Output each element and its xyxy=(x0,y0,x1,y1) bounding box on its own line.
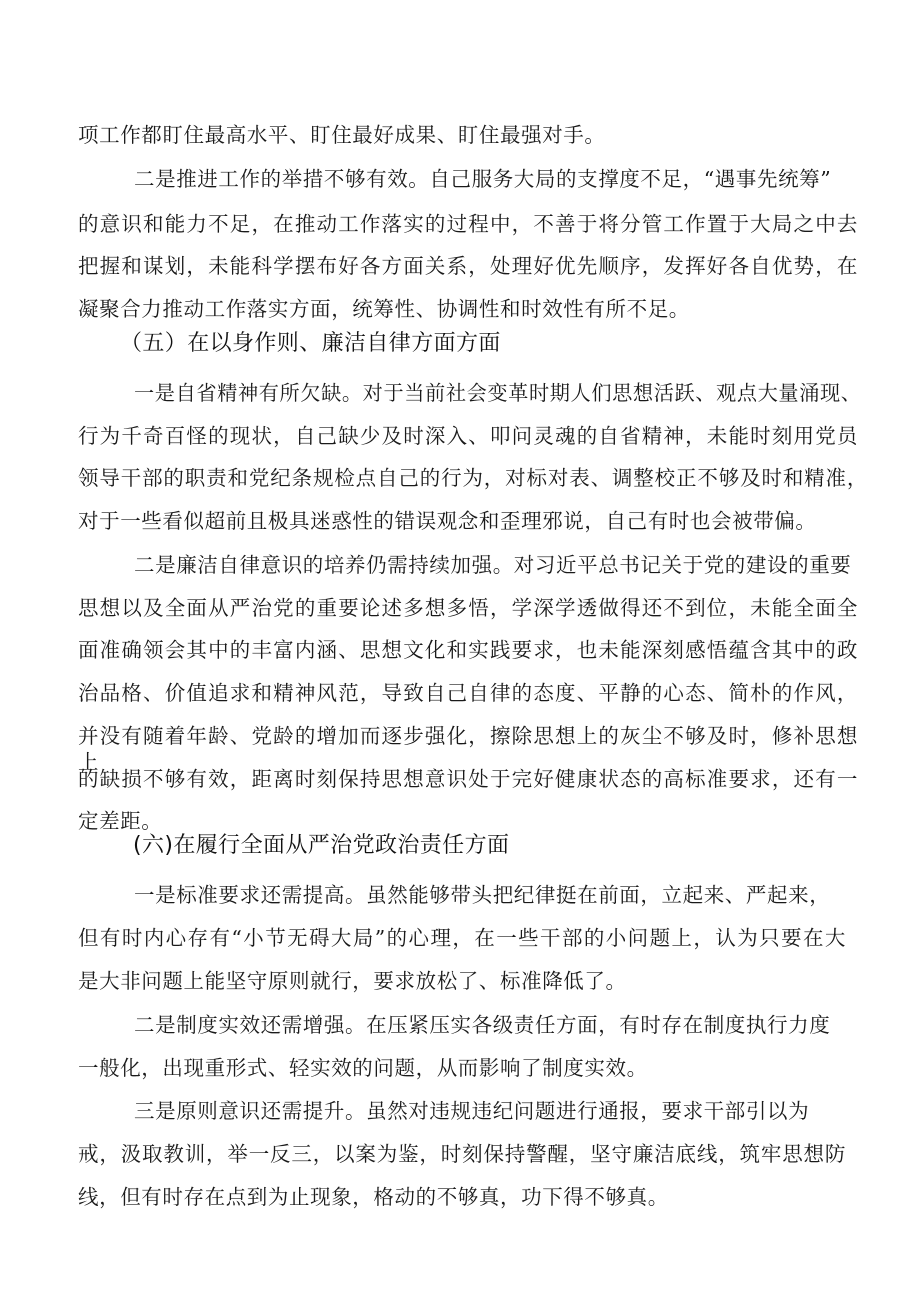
body-line: 线，但有时存在点到为止现象，格动的不够真，功下得不够真。 xyxy=(78,1185,669,1209)
paragraph-first-line: 一是标准要求还需提高。虽然能够带头把纪律挺在前面，立起来、严起来， xyxy=(134,883,831,907)
body-line: 定差距。 xyxy=(78,809,163,833)
body-line: 戒，汲取教训，举一反三，以案为鉴，时刻保持警醒，坚守廉洁底线，筑牢思想防 xyxy=(78,1142,846,1166)
body-line: 一般化，出现重形式、轻实效的问题，从而影响了制度实效。 xyxy=(78,1056,648,1080)
paragraph-first-line: 二是制度实效还需增强。在压紧压实各级责任方面，有时存在制度执行力度 xyxy=(134,1013,831,1037)
body-line: 治品格、价值追求和精神风范，导致自己自律的态度、平静的心态、简朴的作风， xyxy=(78,681,858,705)
paragraph-first-line: 二是推进工作的举措不够有效。自己服务大局的支撑度不足，“遇事先统筹” xyxy=(134,167,832,191)
section-heading-6: (六)在履行全面从严治党政治责任方面 xyxy=(133,833,510,858)
body-line: 是大非问题上能坚守原则就行，要求放松了、标准降低了。 xyxy=(78,969,627,993)
body-line: 面准确领会其中的丰富内涵、思想文化和实践要求，也未能深刻感悟蕴含其中的政 xyxy=(78,638,858,662)
body-line: 项工作都盯住最高水平、盯住最好成果、盯住最强对手。 xyxy=(78,123,606,147)
body-line: 行为千奇百怪的现状，自己缺少及时深入、叩问灵魂的自省精神，未能时刻用党员 xyxy=(78,424,858,448)
body-line: 领导干部的职责和党纪条规检点自己的行为，对标对表、调整校正不够及时和精准， xyxy=(78,466,868,490)
section-heading-5: （五）在以身作则、廉洁自律方面方面 xyxy=(120,331,501,356)
body-line: 的意识和能力不足，在推动工作落实的过程中，不善于将分管工作置于大局之中去 xyxy=(78,212,858,236)
body-line: 但有时内心存有“小节无碍大局”的心理，在一些干部的小问题上，认为只要在大 xyxy=(78,926,846,950)
paragraph-first-line: 二是廉洁自律意识的培养仍需持续加强。对习近平总书记关于党的建设的重要 xyxy=(134,553,852,577)
paragraph-first-line: 三是原则意识还需提升。虽然对违规违纪问题进行通报，要求干部引以为 xyxy=(134,1099,810,1123)
body-line: 思想以及全面从严治党的重要论述多想多悟，学深学透做得还不到位，未能全面全 xyxy=(78,596,858,620)
body-line: 凝聚合力推动工作落实方面，统筹性、协调性和时效性有所不足。 xyxy=(78,297,690,321)
body-line: 把握和谋划，未能科学摆布好各方面关系，处理好优先顺序，发挥好各自优势，在 xyxy=(78,254,858,278)
paragraph-first-line: 一是自省精神有所欠缺。对于当前社会变革时期人们思想活跃、观点大量涌现、 xyxy=(134,381,862,405)
body-line: 的缺损不够有效，距离时刻保持思想意识处于完好健康状态的高标准要求，还有一 xyxy=(78,767,858,791)
body-line: 对于一些看似超前且极具迷惑性的错误观念和歪理邪说，自己有时也会被带偏。 xyxy=(78,509,817,533)
body-line: 并没有随着年龄、党龄的增加而逐步强化，擦除思想上的灰尘不够及时，修补思想上 xyxy=(78,724,858,774)
